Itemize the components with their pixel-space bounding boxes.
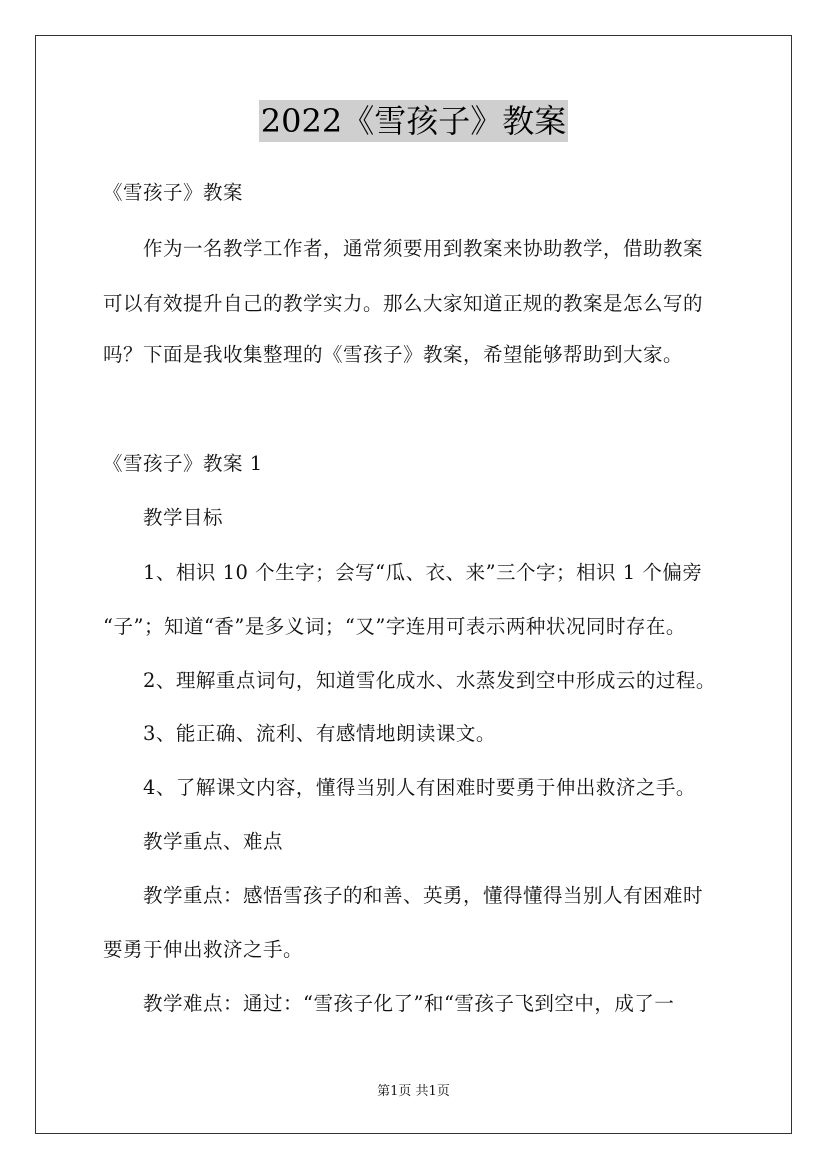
paragraph-line: 4、了解课文内容，懂得当别人有困难时要勇于伸出救济之手。 xyxy=(143,776,696,799)
subheading: 教学重点、难点 xyxy=(143,830,284,853)
paragraph-line: 2、理解重点词句，知道雪化成水、水蒸发到空中形成云的过程。 xyxy=(143,669,716,692)
paragraph-line: 教学重点：感悟雪孩子的和善、英勇，懂得懂得当别人有困难时 xyxy=(143,884,704,907)
paragraph-line: 吗？下面是我收集整理的《雪孩子》教案，希望能够帮助到大家。 xyxy=(103,343,684,366)
subheading: 教学目标 xyxy=(143,506,224,529)
paragraph-line: 可以有效提升自己的教学实力。那么大家知道正规的教案是怎么写的 xyxy=(103,292,704,315)
paragraph-line: 作为一名教学工作者，通常须要用到教案来协助教学，借助教案 xyxy=(143,237,704,260)
page-footer: 第1页 共1页 xyxy=(377,1084,450,1099)
paragraph-line: 要勇于伸出救济之手。 xyxy=(103,938,304,961)
title-container xyxy=(0,100,827,142)
section-heading: 《雪孩子》教案 xyxy=(103,181,244,204)
paragraph-line: 1、相识 10 个生字；会写“瓜、衣、来”三个字；相识 1 个偏旁 xyxy=(143,561,703,584)
paragraph-line: “子”；知道“香”是多义词；“又”字连用可表示两种状况同时存在。 xyxy=(103,615,686,638)
document-title: 2022《雪孩子》教案 xyxy=(260,102,567,140)
paragraph-line: 教学难点：通过：“雪孩子化了”和“雪孩子飞到空中，成了一 xyxy=(143,992,675,1015)
paragraph-line: 3、能正确、流利、有感情地朗读课文。 xyxy=(143,722,496,745)
section-heading: 《雪孩子》教案 1 xyxy=(103,452,263,475)
